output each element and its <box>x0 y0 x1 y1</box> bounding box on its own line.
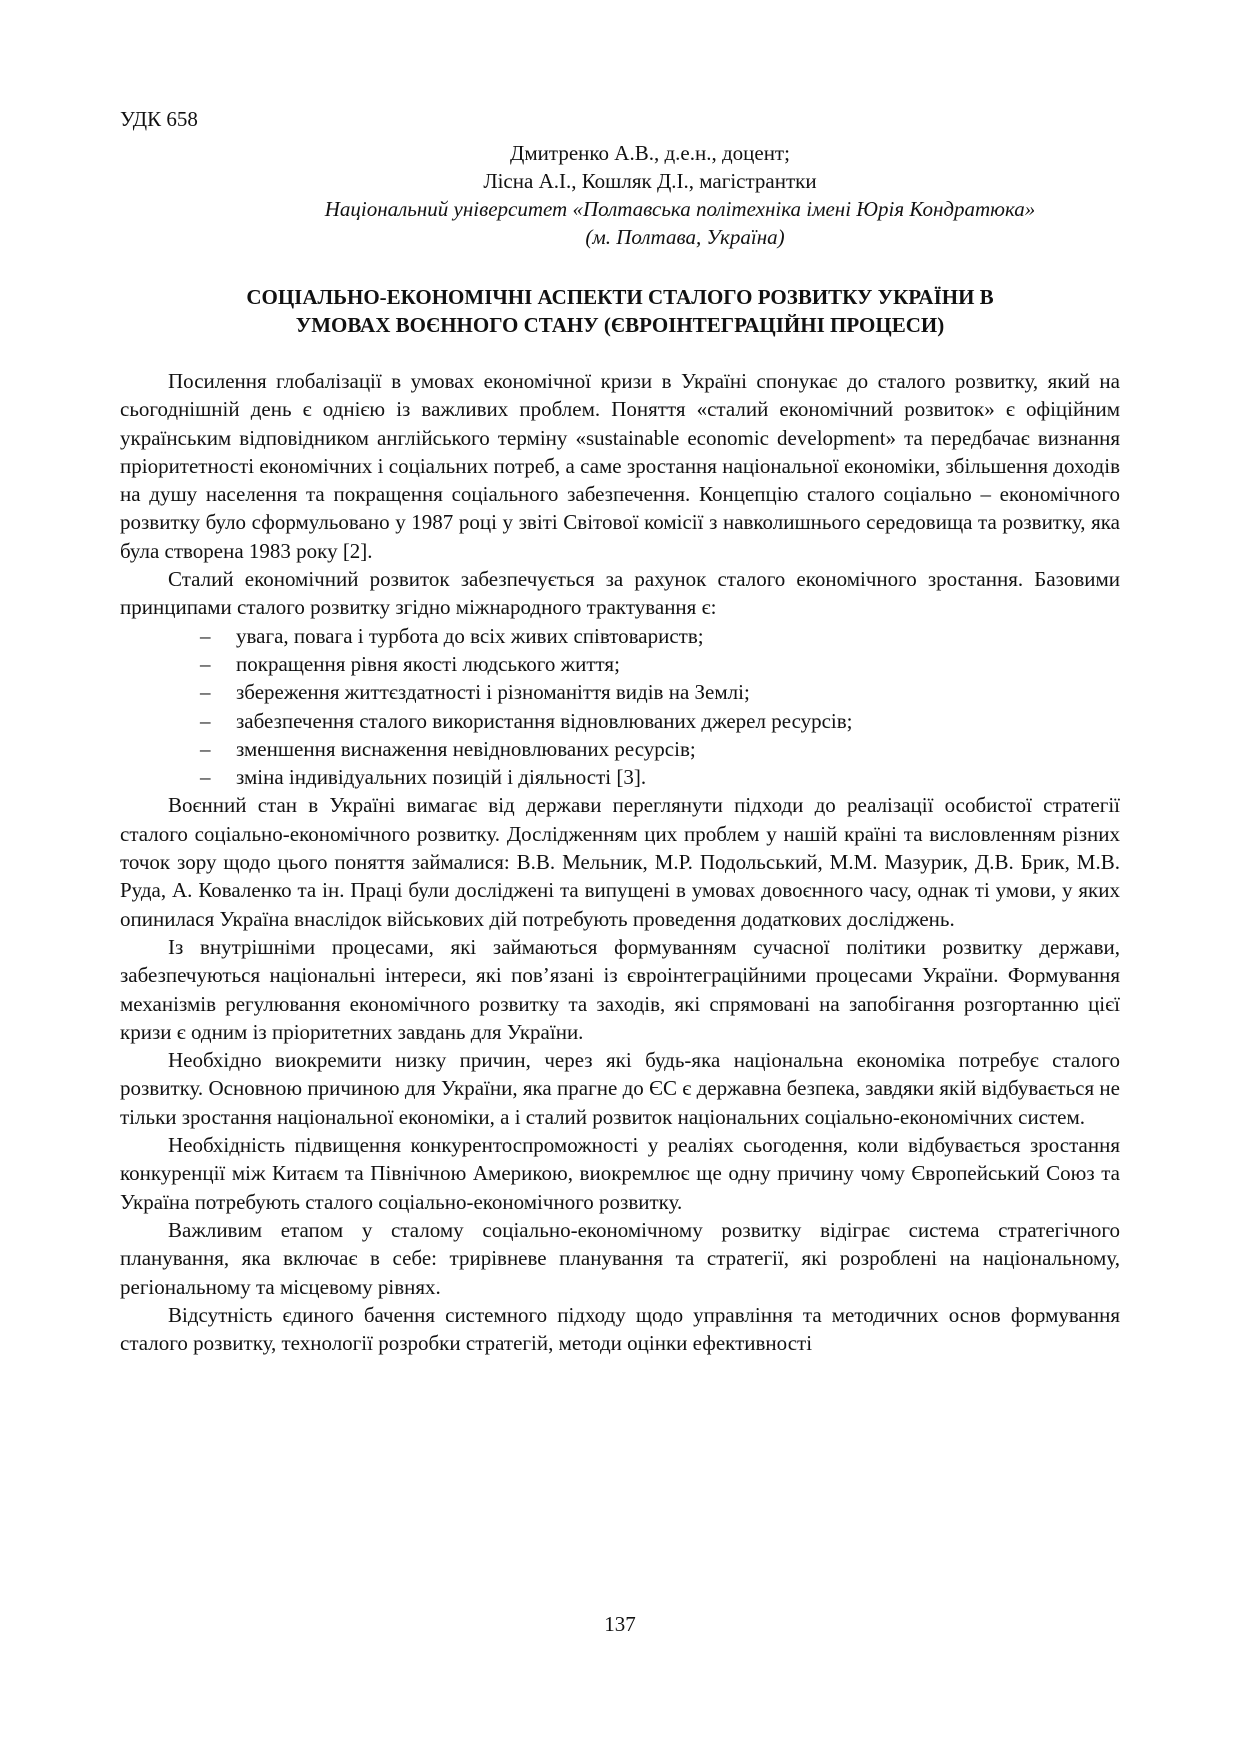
principles-list <box>120 622 1120 792</box>
affiliation-city: (м. Полтава, Україна) <box>585 225 785 249</box>
body-text <box>120 367 1120 1357</box>
dash-bullet-icon: – <box>200 765 211 790</box>
paragraph: Необхідно виокремити низку причин, через які будь-яка національна економіка потребує сталого розвитку. Основною причиною для України, яка прагне до ЄС є державна безпека, завдяки якій відбувається не тільки зростання національної економіки, а і сталий розвиток національних соціально-економічних систем. <box>120 1048 1120 1129</box>
dash-bullet-icon: – <box>200 623 211 648</box>
list-item: – покращення рівня якості людського життя; <box>200 650 1120 678</box>
page-number: 137 <box>604 1612 636 1636</box>
dash-bullet-icon: – <box>200 680 211 705</box>
list-item: – увага, повага і турбота до всіх живих співтовариств; <box>200 622 1120 650</box>
title-line-2: УМОВАХ ВОЄННОГО СТАНУ (ЄВРОІНТЕГРАЦІЙНІ ПРОЦЕСИ) <box>295 313 945 337</box>
authors-block <box>120 139 1120 195</box>
affiliation-block <box>120 195 1120 251</box>
paragraph: Відсутність єдиного бачення системного підходу щодо управління та методичних основ формування сталого розвитку, технології розробки стратегій, методи оцінки ефективності <box>120 1302 1120 1356</box>
affiliation: Національний університет «Полтавська політехніка імені Юрія Кондратюка» <box>324 197 1036 221</box>
paragraph: Сталий економічний розвиток забезпечується за рахунок сталого економічного зростання. Базовими принципами сталого розвитку згідно міжнародного трактування є: <box>120 567 1120 620</box>
dash-bullet-icon: – <box>200 736 211 761</box>
list-item: – зміна індивідуальних позицій і діяльності [3]. <box>200 763 1120 791</box>
author-primary: Дмитренко А.В., д.е.н., доцент; <box>510 141 790 165</box>
paragraph: Посилення глобалізації в умовах економічної кризи в Україні спонукає до сталого розвитку, який на сьогоднішній день є однією із важливих проблем. Поняття «сталий економічний розвиток» є офіційним українським відповідником англійського терміну «sustainable economic development» та передбачає визнання пріоритетності економічних і соціальних потреб, а саме зростання національної економіки, збільшення доходів на душу населення та покращення соціального забезпечення. Концепцію сталого соціально – економічного розвитку було сформульовано у 1987 році у звіті Світової комісії з навколишнього середовища та розвитку, яка була створена 1983 року [2]. <box>120 369 1120 563</box>
dash-bullet-icon: – <box>200 651 211 676</box>
udk-code: УДК 658 <box>120 107 198 131</box>
paragraph: Воєнний стан в Україні вимагає від держави переглянути підходи до реалізації особистої стратегії сталого соціально-економічного розвитку. Дослідженням цих проблем у нашій країні та висловленням різних точок зору щодо цього поняття займалися: В.В. Мельник, М.Р. Подольський, М.М. Мазурик, Д.В. Брик, М.В. Руда, А. Коваленко та ін. Праці були досліджені та випущені в умовах довоєнного часу, однак ті умови, у яких опинилася Україна внаслідок військових дій потребують проведення додаткових досліджень. <box>120 793 1120 931</box>
paragraph: Із внутрішніми процесами, які займаються формуванням сучасної політики розвитку держави, забезпечуються національні інтереси, які пов’язані із євроінтеграційними процесами України. Формування механізмів регулювання економічного розвитку та заходів, які спрямовані на запобігання розгортанню цієї кризи є одним із пріоритетних завдань для України. <box>120 934 1120 1044</box>
author-students: Лісна А.І., Кошляк Д.І., магістрантки <box>483 169 817 193</box>
paragraph: Необхідність підвищення конкурентоспроможності у реаліях сьогодення, коли відбувається зростання конкуренції між Китаєм та Північною Америкою, виокремлює ще одну причину чому Європейський Союз та Україна потребують сталого соціально-економічного розвитку. <box>120 1133 1120 1214</box>
list-item: – збереження життєздатності і різноманіття видів на Землі; <box>200 678 1120 706</box>
list-item: – забезпечення сталого використання відновлюваних джерел ресурсів; <box>200 707 1120 735</box>
title-line-1: СОЦІАЛЬНО-ЕКОНОМІЧНІ АСПЕКТИ СТАЛОГО РОЗВИТКУ УКРАЇНИ В <box>246 285 994 309</box>
paper-title <box>120 283 1120 339</box>
dash-bullet-icon: – <box>200 708 211 733</box>
document-page <box>120 105 1120 1357</box>
paragraph: Важливим етапом у сталому соціально-економічному розвитку відіграє система стратегічного планування, яка включає в себе: трирівневе планування та стратегії, які розроблені на національному, регіональному та місцевому рівнях. <box>120 1217 1120 1299</box>
list-item: – зменшення виснаження невідновлюваних ресурсів; <box>200 735 1120 763</box>
